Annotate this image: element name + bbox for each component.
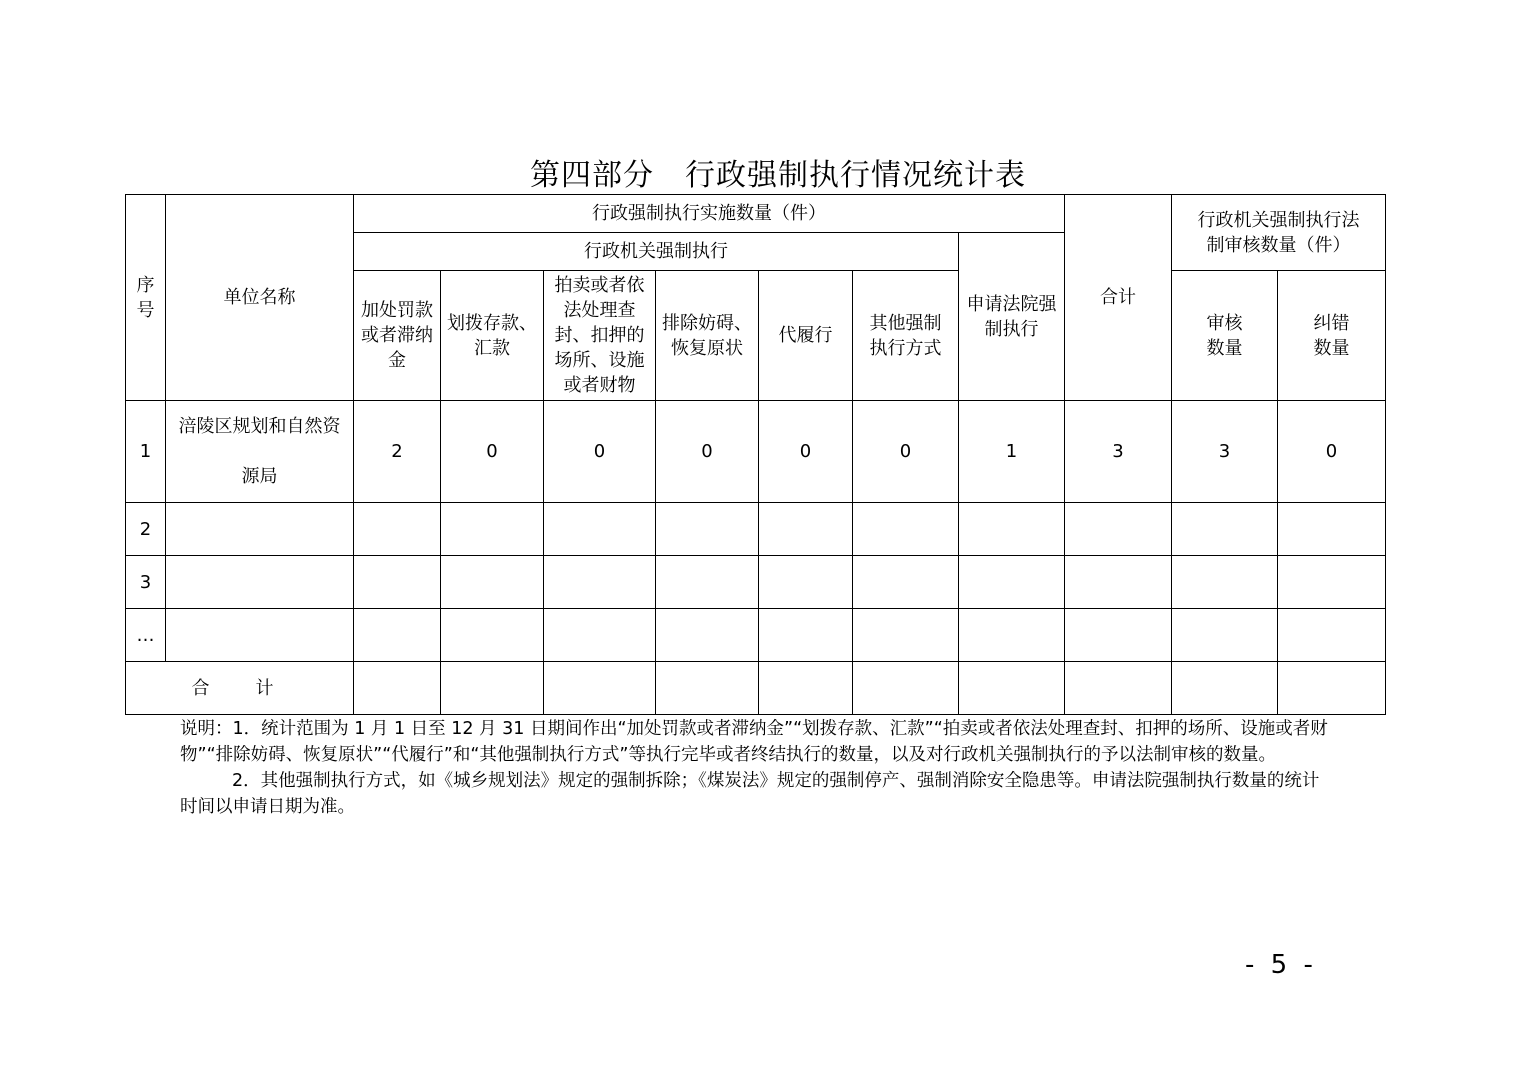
row-unit-name (166, 556, 354, 609)
page-number: - 5 - (1245, 950, 1317, 980)
row-unit-name-line1: 涪陵区规划和自然资 (178, 415, 341, 437)
cell-remove-obstruction: 0 (656, 401, 759, 503)
header-col-other: 其他强制执行方式 (853, 271, 959, 401)
header-col-fine: 加处罚款或者滞纳金 (354, 271, 441, 401)
cell-other: 0 (853, 401, 959, 503)
table-row (126, 503, 1386, 556)
row-seq: 3 (126, 556, 166, 609)
row-seq: 1 (126, 401, 166, 503)
header-col-remove-obstruction: 排除妨碍、恢复原状 (656, 271, 759, 401)
header-correct-count: 纠错数量 (1278, 271, 1386, 401)
table-row (126, 556, 1386, 609)
statistics-table (125, 194, 1386, 715)
cell-auction: 0 (544, 401, 656, 503)
header-court-enforcement: 申请法院强制执行 (959, 233, 1065, 401)
cell-total: 3 (1065, 401, 1172, 503)
header-row-1 (126, 195, 1386, 233)
row-seq: 2 (126, 503, 166, 556)
table-row (126, 401, 1386, 503)
row-unit-name (166, 503, 354, 556)
header-unit-name: 单位名称 (166, 195, 354, 401)
cell-review-count: 3 (1172, 401, 1278, 503)
cell-substitute-performance: 0 (759, 401, 853, 503)
header-review-count: 审核数量 (1172, 271, 1278, 401)
header-total: 合计 (1065, 195, 1172, 401)
row-unit-name (166, 609, 354, 662)
cell-court-enforcement: 1 (959, 401, 1065, 503)
note-2: 2．其他强制执行方式，如《城乡规划法》规定的强制拆除；《煤炭法》规定的强制停产、强制消除安全隐患等。申请法院强制执行数量的统计时间以申请日期为准。 (180, 771, 1320, 817)
header-seq: 序号 (126, 195, 166, 401)
row-unit-name (166, 401, 354, 503)
row-unit-name-line2: 源局 (241, 465, 278, 487)
row-seq: … (126, 609, 166, 662)
header-col-auction: 拍卖或者依法处理查封、扣押的场所、设施或者财物 (544, 271, 656, 401)
header-col-transfer: 划拨存款、汇款 (441, 271, 544, 401)
page-title: 第四部分 行政强制执行情况统计表 (530, 158, 1026, 193)
header-implement-group: 行政强制执行实施数量（件） (354, 195, 1065, 233)
header-agency-group: 行政机关强制执行 (354, 233, 959, 271)
cell-transfer: 0 (441, 401, 544, 503)
total-row (126, 662, 1386, 715)
header-col-substitute-performance: 代履行 (759, 271, 853, 401)
cell-correct-count: 0 (1278, 401, 1386, 503)
table-row (126, 609, 1386, 662)
note-1: 说明：1．统计范围为 1 月 1 日至 12 月 31 日期间作出“加处罚款或者滞纳金”“划拨存款、汇款”“拍卖或者依法处理查封、扣押的场所、设施或者财物”“排除妨碍、恢复原状”“代履行”和“其他强制执行方式”等执行完毕或者终结执行的数量，以及对行政机关强制执行的予以法制审核的数量。 (180, 719, 1328, 765)
total-row-label: 合 计 (126, 662, 354, 715)
cell-fine: 2 (354, 401, 441, 503)
header-review-group: 行政机关强制执行法制审核数量（件） (1172, 195, 1386, 271)
notes (180, 716, 1330, 820)
